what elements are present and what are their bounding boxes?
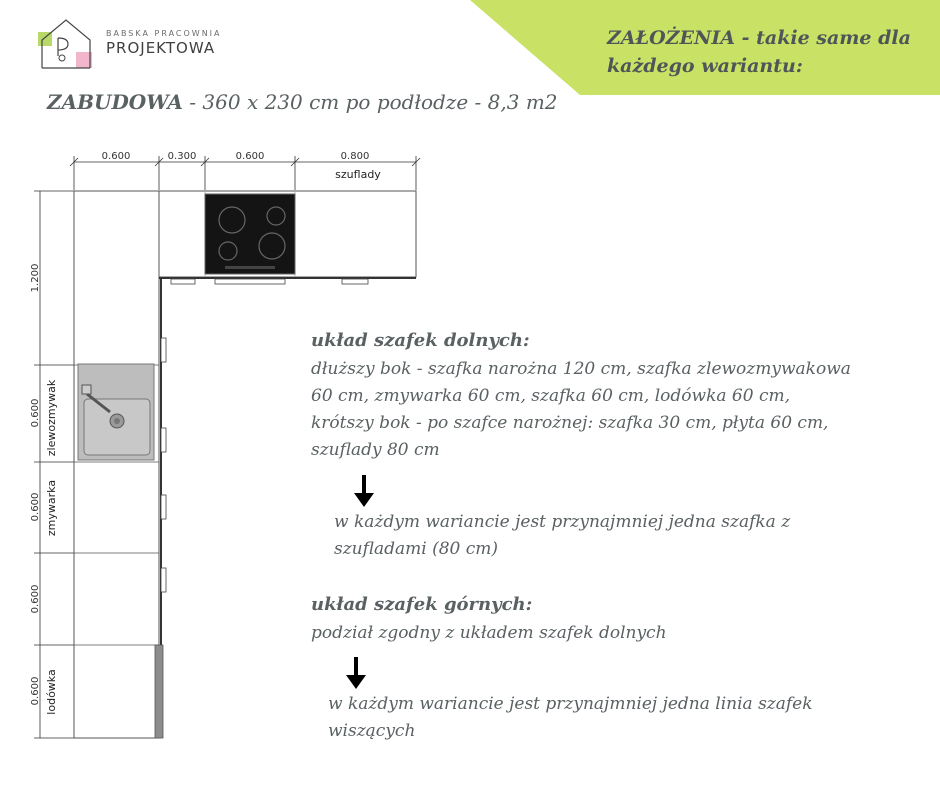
logo-line-1: BABSKA PRACOWNIA — [106, 29, 222, 38]
headline — [47, 90, 558, 114]
headline-bold: ZABUDOWA — [47, 90, 183, 114]
upper-cabinets-title: układ szafek górnych: — [311, 594, 533, 615]
left-dim-4: 0.600 — [30, 584, 41, 614]
logo — [36, 16, 226, 76]
lower-note-line-2: szufladami (80 cm) — [334, 539, 499, 559]
assumptions-heading: ZAŁOŻENIA - takie same dla każdego wariantu: — [607, 27, 911, 77]
top-dim-1: 0.600 — [101, 151, 131, 162]
arrow-down-icon-2 — [345, 657, 367, 691]
label-szuflady: szuflady — [335, 168, 381, 181]
upper-note-line-2: wiszących — [328, 721, 416, 741]
top-dim-3: 0.600 — [235, 151, 265, 162]
lower-cabinets-line-4: szuflady 80 cm — [311, 440, 440, 460]
top-dim-4: 0.800 — [340, 151, 370, 162]
cooktop-icon — [205, 194, 295, 274]
headline-rest: - 360 x 230 cm po podłodze - 8,3 m2 — [182, 90, 558, 114]
left-dim-2: 0.600 — [30, 398, 41, 428]
sink-icon — [78, 364, 154, 460]
lower-cabinets-line-2: 60 cm, zmywarka 60 cm, szafka 60 cm, lodówka 60 cm, — [311, 386, 790, 406]
house-logo-icon — [36, 16, 106, 76]
lower-cabinets-line-1: dłuższy bok - szafka narożna 120 cm, szafka zlewozmywakowa — [311, 359, 851, 379]
lower-cabinets-title: układ szafek dolnych: — [311, 330, 530, 351]
left-dim-5: 0.600 — [30, 676, 41, 706]
top-dim-2: 0.300 — [167, 151, 197, 162]
label-lodowka: lodówka — [45, 669, 58, 715]
upper-note-line-1: w każdym wariancie jest przynajmniej jedna linia szafek — [328, 694, 813, 714]
lower-note-line-1: w każdym wariancie jest przynajmniej jedna szafka z — [334, 512, 791, 532]
arrow-down-icon — [353, 475, 375, 509]
label-zmywarka: zmywarka — [45, 479, 58, 537]
left-dim-3: 0.600 — [30, 492, 41, 522]
logo-line-2: PROJEKTOWA — [106, 39, 216, 57]
upper-cabinets-line: podział zgodny z układem szafek dolnych — [311, 623, 667, 643]
left-dim-1: 1.200 — [30, 263, 41, 293]
lower-cabinets-line-3: krótszy bok - po szafce narożnej: szafka 30 cm, płyta 60 cm, — [311, 413, 829, 433]
label-zlewozmywak: zlewozmywak — [45, 379, 58, 457]
